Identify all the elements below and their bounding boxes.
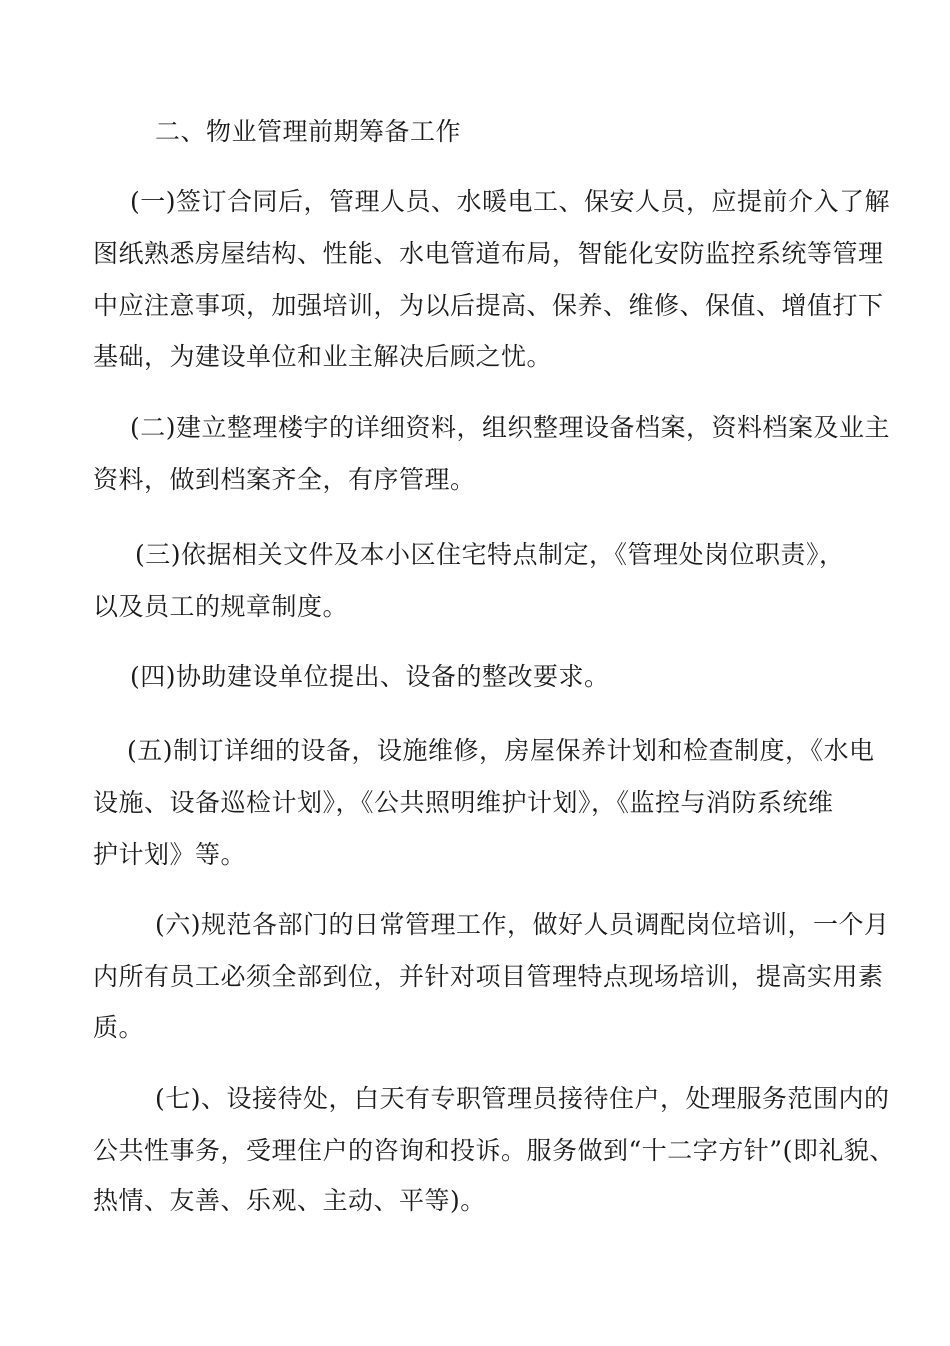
section-heading: 二、物业管理前期筹备工作 — [155, 117, 462, 146]
paragraph-6-line-3: 质。 — [93, 1013, 145, 1042]
paragraph-1-line-4: 基础，为建设单位和业主解决后顾之忧。 — [93, 342, 553, 371]
paragraph-4-line-1: (四)协助建设单位提出、设备的整改要求。 — [130, 662, 610, 691]
paragraph-3-line-2: 以及员工的规章制度。 — [93, 592, 349, 621]
paragraph-5-line-1: (五)制订详细的设备，设施维修，房屋保养计划和检查制度，《水电 — [127, 736, 875, 765]
paragraph-7-line-1: (七)、设接待处，白天有专职管理员接待住户，处理服务范围内的 — [155, 1084, 890, 1113]
paragraph-5-line-2: 设施、设备巡检计划》，《公共照明维护计划》，《监控与消防系统维 — [93, 788, 834, 817]
paragraph-1-line-2: 图纸熟悉房屋结构、性能、水电管道布局，智能化安防监控系统等管理 — [93, 239, 884, 268]
paragraph-1-line-1: (一)签订合同后，管理人员、水暖电工、保安人员，应提前介入了解 — [130, 187, 891, 216]
paragraph-2-line-1: (二)建立整理楼宇的详细资料，组织整理设备档案，资料档案及业主 — [130, 413, 891, 442]
paragraph-5-line-3: 护计划》等。 — [93, 840, 247, 869]
paragraph-6-line-2: 内所有员工必须全部到位，并针对项目管理特点现场培训，提高实用素 — [93, 962, 884, 991]
paragraph-3-line-1: (三)依据相关文件及本小区住宅特点制定，《管理处岗位职责》， — [135, 540, 845, 569]
paragraph-1-line-3: 中应注意事项，加强培训，为以后提高、保养、维修、保值、增值打下 — [93, 291, 884, 320]
paragraph-6-line-1: (六)规范各部门的日常管理工作，做好人员调配岗位培训，一个月 — [155, 910, 890, 939]
paragraph-7-line-3: 热情、友善、乐观、主动、平等)。 — [93, 1186, 486, 1215]
paragraph-2-line-2: 资料，做到档案齐全，有序管理。 — [93, 465, 476, 494]
paragraph-7-line-2: 公共性事务，受理住户的咨询和投诉。服务做到“十二字方针”(即礼貌、 — [93, 1136, 895, 1165]
